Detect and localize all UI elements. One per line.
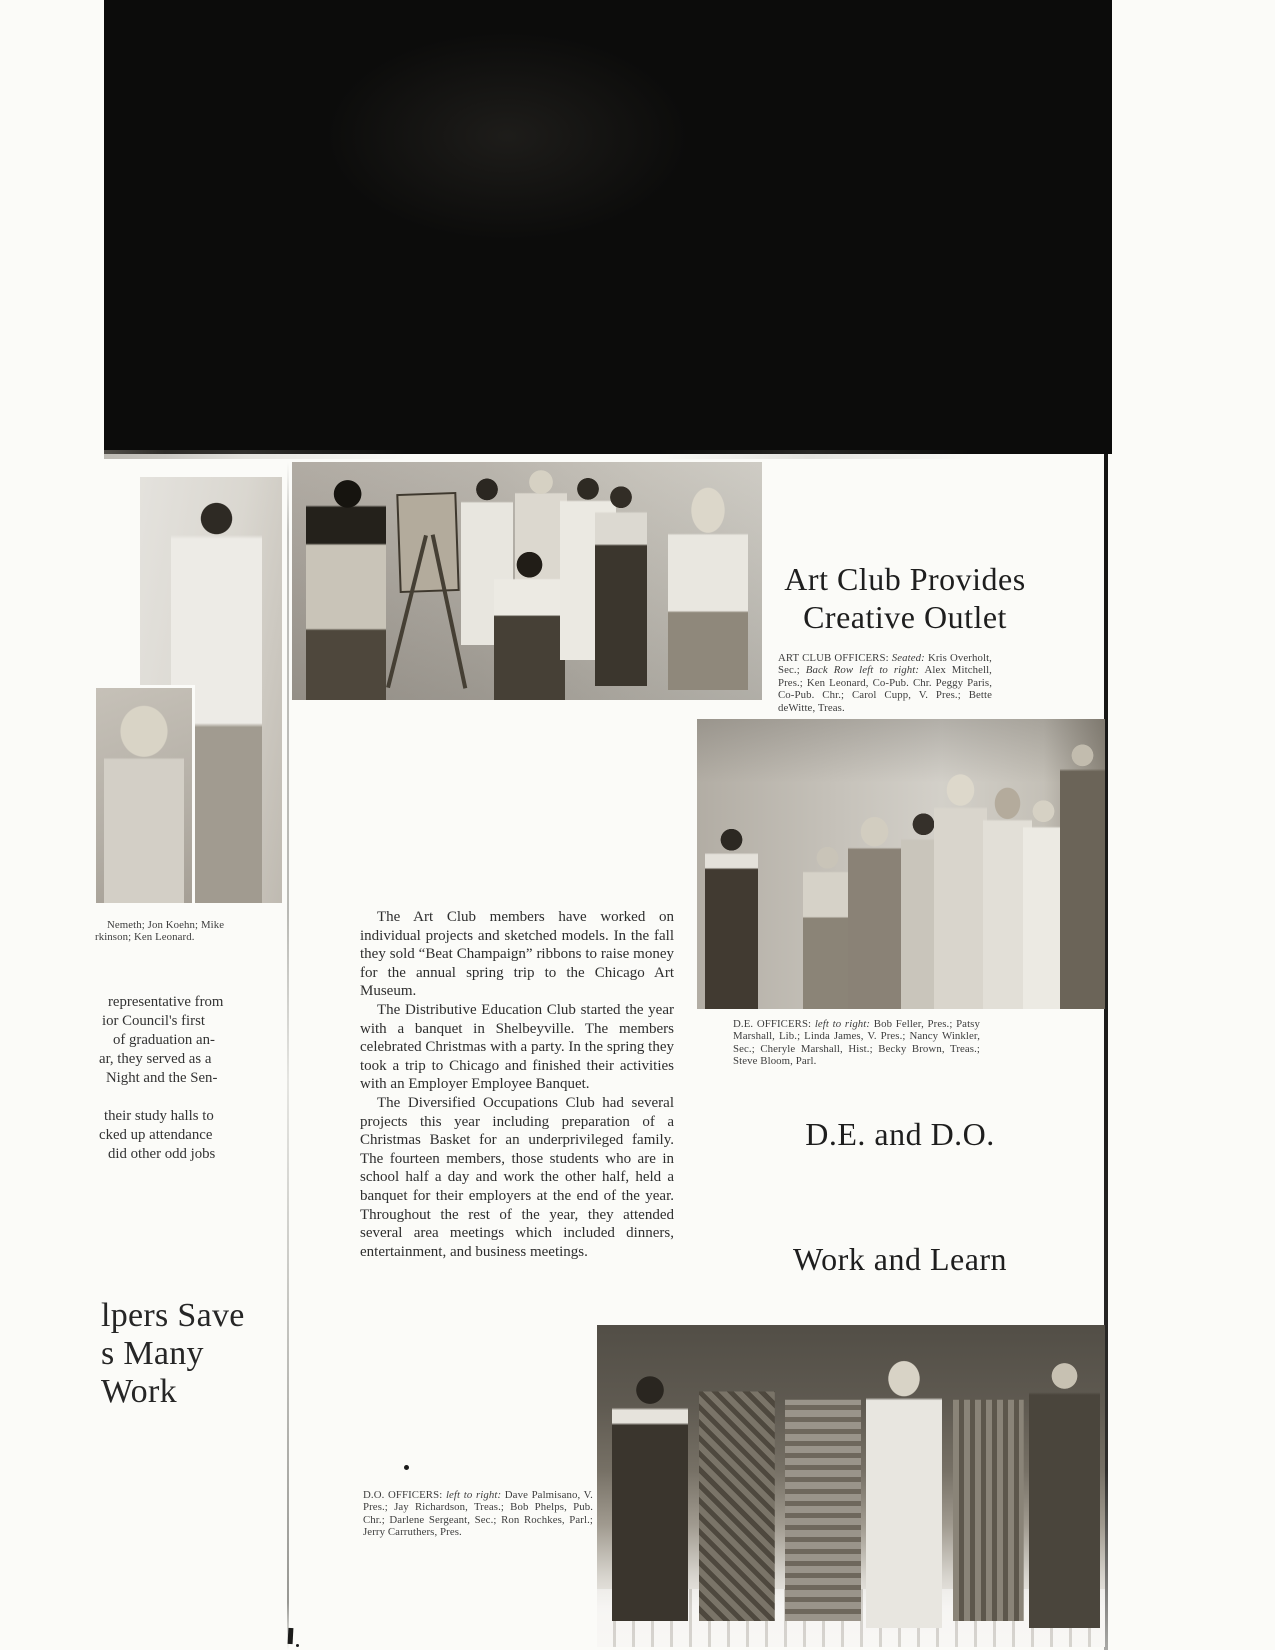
article-paragraph: The Distributive Education Club started the year with a banquet in Shelbeyville. The members celebrated Christmas with a party. In the spring they took a trip to Chicago and finished their activities with an Employer Employee Banquet. — [360, 1001, 674, 1093]
caption-text: Kris Overholt, Sec.; — [778, 652, 992, 677]
person-figure — [934, 771, 987, 1009]
person-figure — [866, 1357, 942, 1627]
person-figure — [1023, 794, 1064, 1009]
caption-italic: left to right: — [814, 1018, 871, 1030]
de-officers-caption — [733, 1018, 980, 1068]
caption-lead: D.O. OFFICERS: — [363, 1489, 443, 1501]
caption-text: Dave Palmisano, V. Pres.; Jay Richardson, Treas.; Bob Phelps, Pub. Chr.; Darlene Sergeant, Sec.; Ron Rochkes, Parl.; Jerry Carruthers, Pres. — [363, 1489, 593, 1539]
left-text-fragment: their study halls to — [104, 1108, 214, 1124]
article-paragraph: The Diversified Occupations Club had several projects this year including preparation of a Christmas Basket for an underprivileged family. The fourteen members, those students who are in school half a day and work the other half, held a banquet for their employers at the end of the year. Throughout the rest of the year, they attended several area meetings which included dinners, entertainment, and business meetings. — [360, 1094, 674, 1260]
torn-edge — [104, 450, 1112, 459]
art-class-photo — [292, 462, 762, 700]
left-cut-heading-line2: s Many — [101, 1335, 204, 1372]
left-text-fragment: representative from — [108, 994, 224, 1010]
caption-italic: Seated: — [891, 652, 925, 664]
person-figure — [595, 483, 647, 685]
caption-lead: D.E. OFFICERS: — [733, 1018, 812, 1030]
person-figure — [803, 841, 852, 1009]
left-text-fragment: ar, they served as a — [99, 1051, 212, 1067]
left-cut-heading — [101, 1297, 301, 1411]
caption-italic: Back Row left to right: — [805, 664, 920, 677]
caption-text: Alex Mitchell, Pres.; Ken Leonard, Co-Pub. Chr. Peggy Paris, Co-Pub. Chr.; Carol Cupp, V. Pres.; Bette deWitte, Treas. — [778, 664, 992, 714]
page-bottom-mark — [288, 1628, 294, 1644]
caption-italic: left to right: — [445, 1489, 502, 1501]
art-club-heading-line1: Art Club Provides — [784, 561, 1026, 597]
left-text-fragment: ior Council's first — [102, 1013, 205, 1029]
person-figure — [104, 701, 185, 903]
caption-lead: ART CLUB OFFICERS: — [778, 652, 889, 664]
de-officers-photo — [697, 719, 1105, 1009]
person-figure — [612, 1370, 688, 1621]
left-photo-caption-line1: Nemeth; Jon Koehn; Mike — [107, 919, 225, 931]
page-bottom-dot — [296, 1644, 299, 1647]
person-figure — [668, 481, 748, 690]
person-figure — [785, 1364, 861, 1622]
person-figure — [699, 1357, 775, 1621]
article-paragraph: The Art Club members have worked on individual projects and sketched models. In the fall they sold “Beat Champaign” ribbons to raise money for the annual spring trip to the Chicago Art Museum. — [360, 909, 674, 1000]
easel-canvas — [396, 492, 460, 593]
main-article — [360, 908, 674, 1261]
person-figure — [494, 548, 565, 700]
left-text-fragment: of graduation an- — [113, 1032, 215, 1048]
person-figure — [306, 476, 386, 700]
do-officers-caption — [363, 1489, 593, 1539]
left-text-fragment: cked up attendance — [99, 1127, 213, 1143]
art-club-heading-line2: Creative Outlet — [803, 599, 1007, 635]
person-figure — [848, 812, 901, 1009]
caption-text: Bob Feller, Pres.; Patsy Marshall, Lib.; Linda James, V. Pres.; Nancy Winkler, Sec.; Cheryle Marshall, Hist.; Becky Brown, Treas.; Steve Bloom, Parl. — [733, 1018, 980, 1068]
masthead-black-block — [104, 0, 1112, 454]
heading-work-and-learn: Work and Learn — [792, 1241, 1008, 1277]
person-figure — [953, 1364, 1024, 1622]
art-club-heading — [770, 560, 1040, 636]
left-cut-heading-line1: lpers Save — [101, 1297, 245, 1334]
caption-bullet — [404, 1465, 409, 1470]
person-figure — [1060, 742, 1105, 1009]
person-figure — [705, 823, 758, 1009]
left-photo-caption-line2: rkinson; Ken Leonard. — [95, 931, 195, 943]
page-gutter-line — [287, 462, 289, 1650]
left-cut-heading-line3: Work — [101, 1373, 177, 1410]
heading-de-and-do: D.E. and D.O. — [805, 1116, 995, 1152]
left-text-fragment: did other odd jobs — [108, 1146, 216, 1162]
do-officers-photo — [597, 1325, 1105, 1647]
art-club-caption — [778, 652, 992, 714]
person-figure — [1029, 1357, 1100, 1627]
left-text-fragment: Night and the Sen- — [106, 1070, 218, 1086]
portrait-photo-small — [96, 688, 192, 903]
